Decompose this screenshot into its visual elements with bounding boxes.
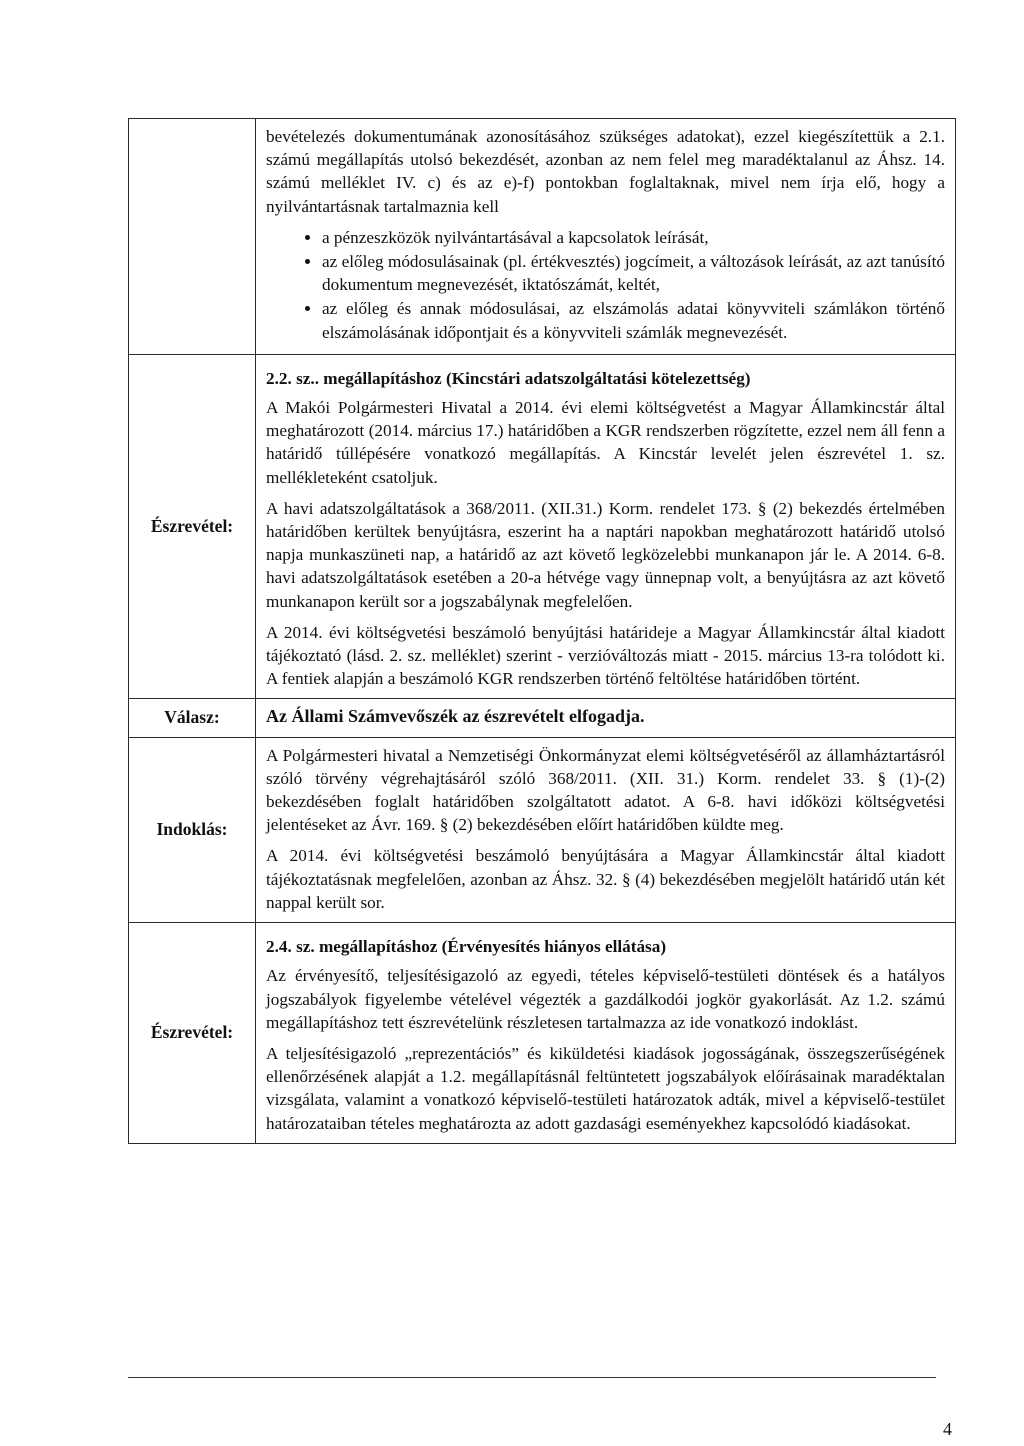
table-row-eszrevetel-2-2 [129,354,956,699]
row-label: Észrevétel: [129,923,256,1144]
bullet-item: • az előleg és annak módosulásai, az elszámolás adatai könyvviteli számlákon történő elszámolásának időpontjait és a könyvviteli számlák megnevezését. [322,297,945,343]
paragraph: A Polgármesteri hivatal a Nemzetiségi Önkormányzat elemi költségvetéséről az államháztartásról szóló törvény végrehajtásáról szóló 368/2011. (XII. 31.) Korm. rendelet 33. § (1)-(2) bekezdésében foglalt határidőben szolgáltatott adatot. A 6-8. havi időközi költségvetési jelentéseket az Ávr. 169. § (2) bekezdésében előírt határidőben küldte meg. [266,745,945,835]
section-heading: 2.4. sz. megállapításhoz (Érvényesítés hiányos ellátása) [266,937,667,957]
table-row-indoklas [129,737,956,922]
paragraph: bevételezés dokumentumának azonosításához szükséges adatokat), ezzel kiegészítettük a 2.1. számú megállapítás utolsó bekezdését, azonban az nem felel meg maradéktalanul az Áhsz. 14. számú melléklet IV. c) és az e)-f) pontokban foglaltaknak, mivel nem írja elő, hogy a nyilvántartásnak tartalmaznia kell [266,127,945,216]
row-content [256,923,956,1144]
table-row-eszrevetel-2-4 [129,923,956,1144]
row-label: Észrevétel: [129,354,256,699]
row-label: Válasz: [129,699,256,737]
table-row-continuation [129,119,956,355]
answer-text: Az Állami Számvevőszék az észrevételt elfogadja. [266,706,645,727]
row-label: Indoklás: [129,737,256,922]
footer-divider [128,1377,936,1378]
row-content [256,354,956,699]
row-label [129,119,256,355]
table-row-valasz [129,699,956,737]
page-number: 4 [943,1419,952,1439]
row-content [256,119,956,355]
bullet-list [266,226,945,344]
section-heading: 2.2. sz.. megállapításhoz (Kincstári adatszolgáltatási kötelezettség) [266,368,751,388]
paragraph: A 2014. évi költségvetési beszámoló benyújtási határideje a Magyar Államkincstár által kiadott tájékoztató (lásd. 2. sz. melléklet) szerint - verzióváltozás miatt - 2015. március 13-ra tolódott ki. A fentiek alapján a beszámoló KGR rendszerben történő feltöltése határidőben történt. [266,622,945,689]
paragraph: A havi adatszolgáltatások a 368/2011. (XII.31.) Korm. rendelet 173. § (2) bekezdés értelmében határidőben kerültek benyújtásra, eszerint ha a naptári napokban meghatározott határidő utolsó napja munkaszüneti nap, a határidő az azt követő legközelebbi munkanapon jár le. A 2014. 6-8. havi adatszolgáltatások esetében a 20-a hétvége vagy ünnepnap volt, a benyújtásra az azt követő munkanapon került sor a jogszabálynak megfelelően. [266,498,945,611]
paragraph: A 2014. évi költségvetési beszámoló benyújtására a Magyar Államkincstár által kiadott tájékoztatásnak megfelelően, azonban az Áhsz. 32. § (4) bekezdésében megjelölt határidő után két nappal került sor. [266,846,945,912]
paragraph: A teljesítésigazoló „reprezentációs” és kiküldetési kiadások jogosságának, összegszerűségének ellenőrzésének alapját a 1.2. megállapításnál feltüntetett jogszabályok előírásainak maradéktalan vizsgálata, valamint a vonatkozó képviselő-testületi határozatok adták, mivel a képviselő-testület határozataiban tételes meghatározta az adott gazdasági eseményekhez kapcsolódó kiadásokat. [266,1043,945,1133]
paragraph: Az érvényesítő, teljesítésigazoló az egyedi, tételes képviselő-testületi döntések és a hatályos jogszabályok figyelembe vételével végezték a gazdálkodói jogkör gyakorlását. Az 1.2. számú megállapításhoz tett észrevételünk részletesen tartalmazza az ide vonatkozó indoklást. [266,966,945,1032]
bullet-item: • az előleg módosulásainak (pl. értékvesztés) jogcímeit, a változások leírását, az azt tanúsító dokumentum megnevezését, iktatószámát, keltét, [322,250,945,296]
response-table [128,118,956,1144]
bullet-item: • a pénzeszközök nyilvántartásával a kapcsolatok leírását, [322,226,945,249]
row-content [256,699,956,737]
row-content [256,737,956,922]
paragraph: A Makói Polgármesteri Hivatal a 2014. évi elemi költségvetést a Magyar Államkincstár által meghatározott (2014. március 17.) határidőben a KGR rendszerben rögzítette, ezzel nem áll fenn a határidő túllépésére vonatkozó megállapítás. A Kincstár levelét jelen észrevétel 1. sz. mellékleteként csatoljuk. [266,398,945,487]
